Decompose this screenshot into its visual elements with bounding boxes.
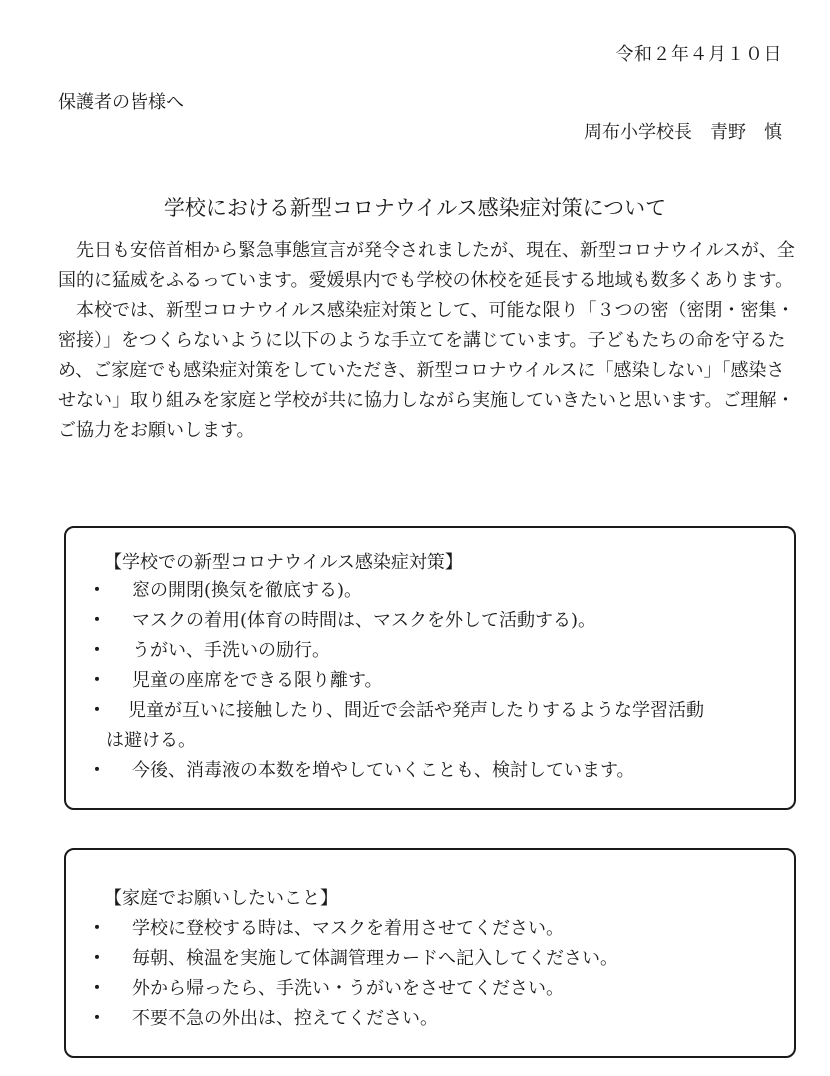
- letter-date: 令和２年４月１０日: [615, 44, 782, 65]
- bullet-icon: ・: [88, 760, 106, 781]
- home-requests-heading: 【家庭でお願いしたいこと】: [104, 888, 338, 909]
- list-item-text: 毎朝、検温を実施して体調管理カードへ記入してください。: [132, 948, 618, 969]
- bullet-icon: ・: [88, 670, 106, 691]
- list-item: [66, 944, 794, 974]
- list-item-text: 外から帰ったら、手洗い・うがいをさせてください。: [132, 978, 564, 999]
- list-item-text-continued: は避ける。: [106, 730, 196, 751]
- bullet-icon: ・: [88, 948, 106, 969]
- list-item: [66, 696, 794, 756]
- home-requests-box: [64, 848, 796, 1058]
- school-measures-box: [64, 526, 796, 810]
- list-item: [66, 606, 794, 636]
- bullet-icon: ・: [88, 1008, 106, 1029]
- bullet-icon: ・: [88, 640, 106, 661]
- bullet-icon: ・: [88, 610, 106, 631]
- list-item-text: うがい、手洗いの励行。: [132, 640, 330, 661]
- list-item-text: 今後、消毒液の本数を増やしていくことも、検討しています。: [132, 760, 635, 781]
- letter-body: [58, 236, 798, 446]
- list-item-text: 窓の開閉(換気を徹底する)。: [132, 580, 363, 601]
- list-item: [66, 636, 794, 666]
- bullet-icon: ・: [88, 978, 106, 999]
- body-paragraph-2: 本校では、新型コロナウイルス感染症対策として、可能な限り「３つの密（密閉・密集・密接）」をつくらないように以下のような手立てを講じています。子どもたちの命を守るため、ご家庭でも感染症対策をしていただき、新型コロナウイルスに「感染しない」「感染させない」取り組みを家庭と学校が共に協力しながら実施していきたいと思います。ご理解・ご協力をお願いします。: [58, 300, 795, 441]
- school-measures-list: [66, 576, 794, 786]
- letter-sender: 周布小学校長 青野 慎: [584, 122, 782, 143]
- list-item: [66, 666, 794, 696]
- bullet-icon: ・: [88, 700, 106, 721]
- list-item: [66, 756, 794, 786]
- list-item: [66, 914, 794, 944]
- list-item: [66, 974, 794, 1004]
- school-measures-heading: 【学校での新型コロナウイルス感染症対策】: [104, 552, 463, 573]
- home-requests-list: [66, 914, 794, 1034]
- list-item-text: 児童が互いに接触したり、間近で会話や発声したりするような学習活動: [128, 700, 704, 721]
- list-item: [66, 1004, 794, 1034]
- list-item-text: マスクの着用(体育の時間は、マスクを外して活動する)。: [132, 610, 597, 631]
- list-item-text: 児童の座席をできる限り離す。: [132, 670, 383, 691]
- list-item: [66, 576, 794, 606]
- bullet-icon: ・: [88, 580, 106, 601]
- document-title: 学校における新型コロナウイルス感染症対策について: [163, 196, 667, 220]
- letter-recipient: 保護者の皆様へ: [58, 92, 184, 113]
- list-item-text: 不要不急の外出は、控えてください。: [132, 1008, 438, 1029]
- list-item-text: 学校に登校する時は、マスクを着用させてください。: [132, 918, 564, 939]
- bullet-icon: ・: [88, 918, 106, 939]
- body-paragraph-1: 先日も安倍首相から緊急事態宣言が発令されましたが、現在、新型コロナウイルスが、全国的に猛威をふるっています。愛媛県内でも学校の休校を延長する地域も数多くあります。: [58, 240, 795, 291]
